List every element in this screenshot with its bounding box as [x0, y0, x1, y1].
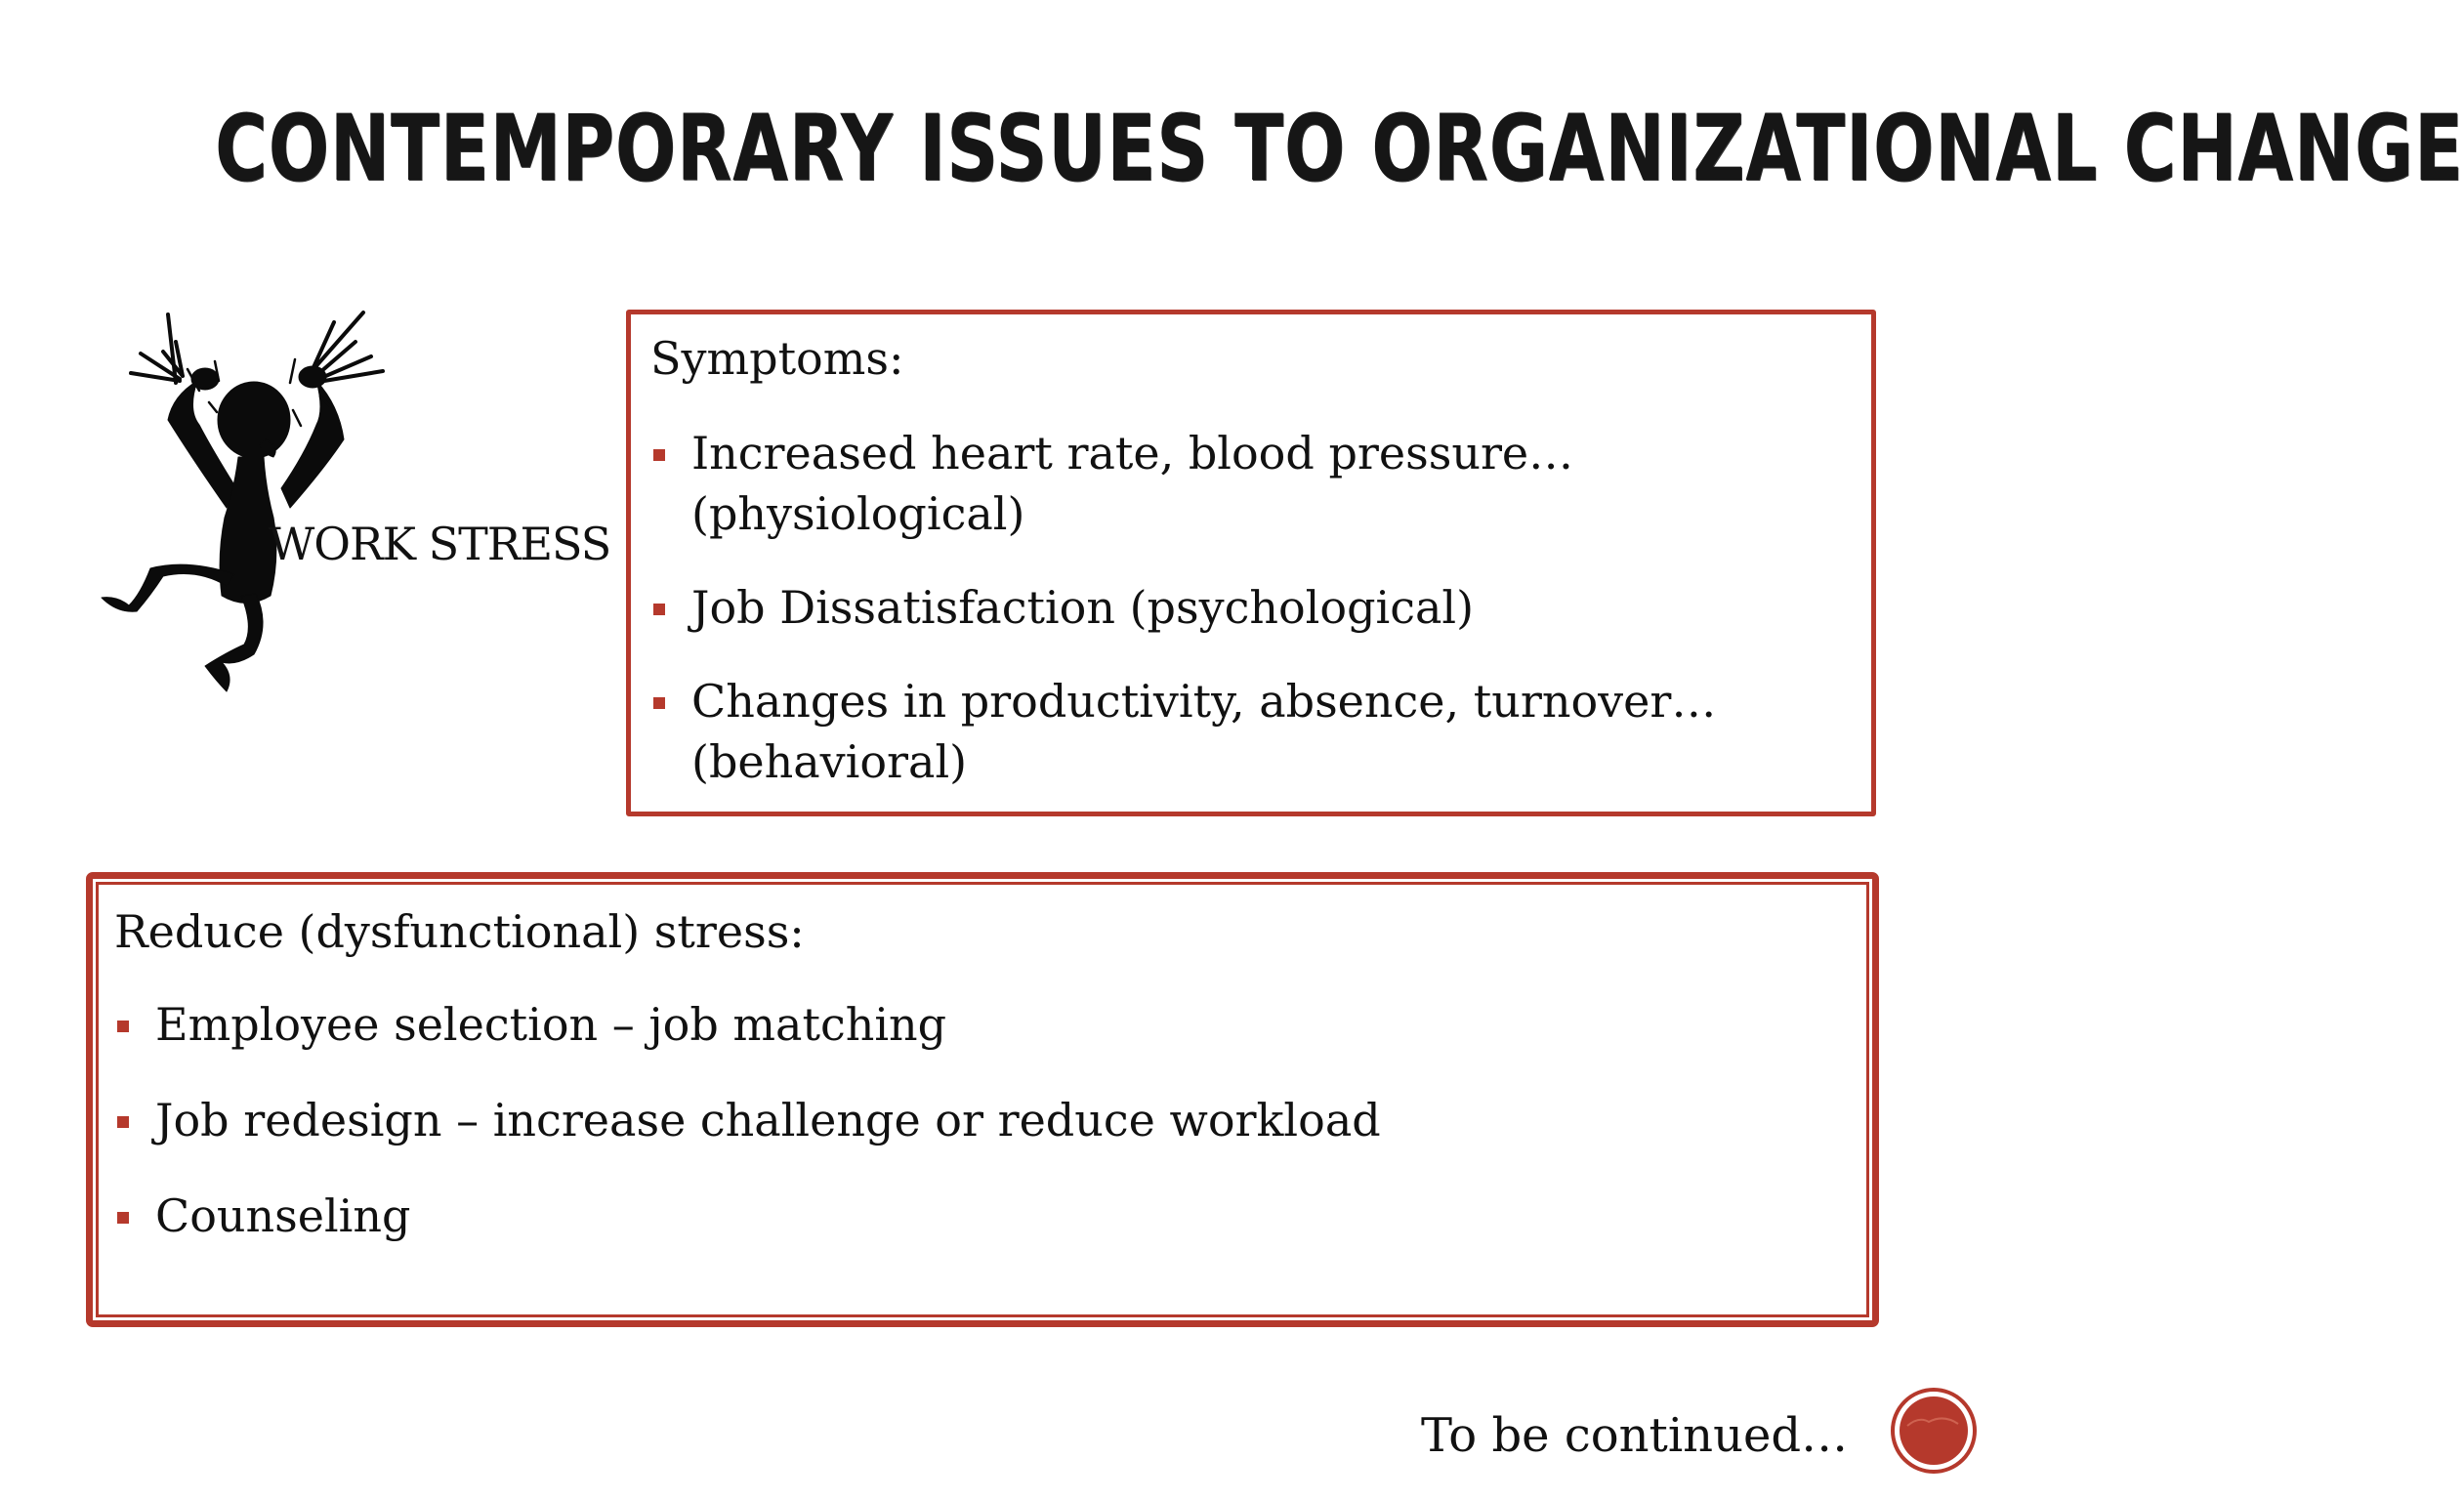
bullet-square-icon	[117, 1021, 129, 1032]
symptom-text: Increased heart rate, blood pressure…	[691, 427, 1574, 479]
symptoms-heading: Symptoms:	[650, 332, 904, 385]
list-item	[114, 994, 1851, 1055]
to-be-continued-text: To be continued…	[1421, 1408, 1849, 1463]
bullet-square-icon	[653, 449, 665, 461]
list-item	[650, 577, 1852, 638]
bullet-square-icon	[117, 1116, 129, 1128]
symptom-text: Changes in productivity, absence, turnover…	[691, 675, 1717, 728]
reduce-item-text: Counseling	[155, 1189, 411, 1242]
list-item	[650, 423, 1852, 544]
symptoms-box	[626, 310, 1876, 816]
reduce-stress-box	[86, 872, 1879, 1327]
symptom-category: (physiological)	[691, 487, 1025, 540]
reduce-item-text: Job redesign – increase challenge or reduce workload	[155, 1094, 1381, 1146]
list-item	[114, 1186, 1851, 1246]
reduce-stress-heading: Reduce (dysfunctional) stress:	[114, 905, 805, 958]
bullet-square-icon	[117, 1212, 129, 1224]
reduce-stress-list	[114, 994, 1851, 1246]
bullet-square-icon	[653, 697, 665, 709]
symptoms-list	[650, 423, 1852, 792]
list-item	[114, 1090, 1851, 1150]
stressed-person-illustration	[90, 303, 422, 693]
reduce-stress-inner-frame	[96, 882, 1869, 1317]
reduce-item-text: Employee selection – job matching	[155, 998, 947, 1051]
next-slide-button-icon[interactable]	[1890, 1387, 1978, 1475]
slide-title: CONTEMPORARY ISSUES TO ORGANIZATIONAL CHANGE	[215, 96, 2464, 202]
symptom-text: Job Dissatisfaction (psychological)	[691, 581, 1475, 634]
bullet-square-icon	[653, 604, 665, 615]
symptom-category: (behavioral)	[691, 735, 968, 788]
list-item	[650, 671, 1852, 792]
work-stress-label: WORK STRESS	[269, 518, 611, 570]
